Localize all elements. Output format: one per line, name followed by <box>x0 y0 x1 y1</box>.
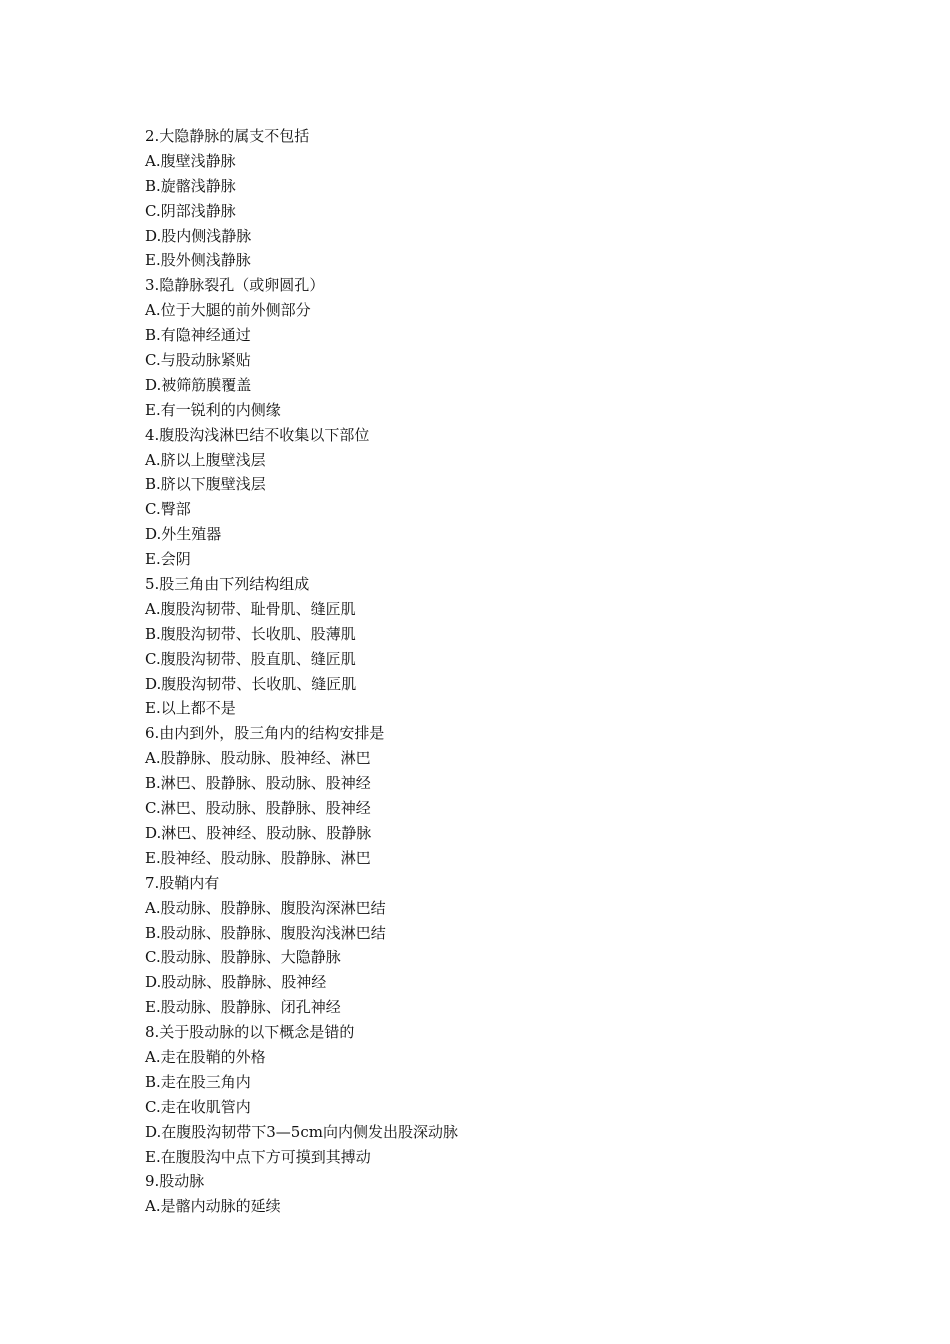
question-stem: 7.股鞘内有 <box>145 873 220 892</box>
question-stem: 6.由内到外，股三角内的结构安排是 <box>145 724 385 743</box>
answer-option: E.以上都不是 <box>145 699 236 718</box>
answer-option: A.走在股鞘的外格 <box>145 1047 266 1066</box>
answer-option: D.被筛筋膜覆盖 <box>145 375 252 394</box>
question-stem: 4.腹股沟浅淋巴结不收集以下部位 <box>145 425 370 444</box>
answer-option: B.旋髂浅静脉 <box>145 176 236 195</box>
answer-option: D.股动脉、股静脉、股神经 <box>145 973 327 992</box>
answer-option: D.淋巴、股神经、股动脉、股静脉 <box>145 823 372 842</box>
answer-option: E.股外侧浅静脉 <box>145 251 251 270</box>
answer-option: C.阴部浅静脉 <box>145 201 236 220</box>
answer-option: B.有隐神经通过 <box>145 326 251 345</box>
answer-option: D.腹股沟韧带、长收肌、缝匠肌 <box>145 674 357 693</box>
answer-option: E.股神经、股动脉、股静脉、淋巴 <box>145 848 371 867</box>
answer-option: B.走在股三角内 <box>145 1072 251 1091</box>
answer-option: A.腹股沟韧带、耻骨肌、缝匠肌 <box>145 599 356 618</box>
answer-option: A.位于大腿的前外侧部分 <box>145 301 311 320</box>
answer-option: A.脐以上腹壁浅层 <box>145 450 266 469</box>
answer-option: E.股动脉、股静脉、闭孔神经 <box>145 998 341 1017</box>
answer-option: C.走在收肌管内 <box>145 1097 251 1116</box>
answer-option: C.臀部 <box>145 500 191 519</box>
answer-option: C.与股动脉紧贴 <box>145 351 251 370</box>
answer-option: A.是髂内动脉的延续 <box>145 1197 281 1216</box>
answer-option: B.腹股沟韧带、长收肌、股薄肌 <box>145 624 356 643</box>
question-stem: 9.股动脉 <box>145 1172 205 1191</box>
answer-option: E.会阴 <box>145 550 191 569</box>
answer-option: B.股动脉、股静脉、腹股沟浅淋巴结 <box>145 923 386 942</box>
answer-option: D.外生殖器 <box>145 525 222 544</box>
answer-option: A.股静脉、股动脉、股神经、淋巴 <box>145 749 371 768</box>
answer-option: D.在腹股沟韧带下3—5cm向内侧发出股深动脉 <box>145 1122 458 1141</box>
answer-option: C.股动脉、股静脉、大隐静脉 <box>145 948 341 967</box>
question-stem: 8.关于股动脉的以下概念是错的 <box>145 1023 355 1042</box>
answer-option: B.淋巴、股静脉、股动脉、股神经 <box>145 774 371 793</box>
answer-option: A.股动脉、股静脉、腹股沟深淋巴结 <box>145 898 386 917</box>
answer-option: A.腹壁浅静脉 <box>145 151 236 170</box>
answer-option: E.在腹股沟中点下方可摸到其搏动 <box>145 1147 371 1166</box>
answer-option: D.股内侧浅静脉 <box>145 226 252 245</box>
answer-option: E.有一锐利的内侧缘 <box>145 400 281 419</box>
answer-option: C.淋巴、股动脉、股静脉、股神经 <box>145 799 371 818</box>
question-stem: 3.隐静脉裂孔（或卵圆孔） <box>145 276 325 295</box>
question-stem: 5.股三角由下列结构组成 <box>145 575 310 594</box>
answer-option: B.脐以下腹壁浅层 <box>145 475 266 494</box>
question-stem: 2.大隐静脉的属支不包括 <box>145 127 310 145</box>
answer-option: C.腹股沟韧带、股直肌、缝匠肌 <box>145 649 356 668</box>
question-list <box>145 124 845 1219</box>
